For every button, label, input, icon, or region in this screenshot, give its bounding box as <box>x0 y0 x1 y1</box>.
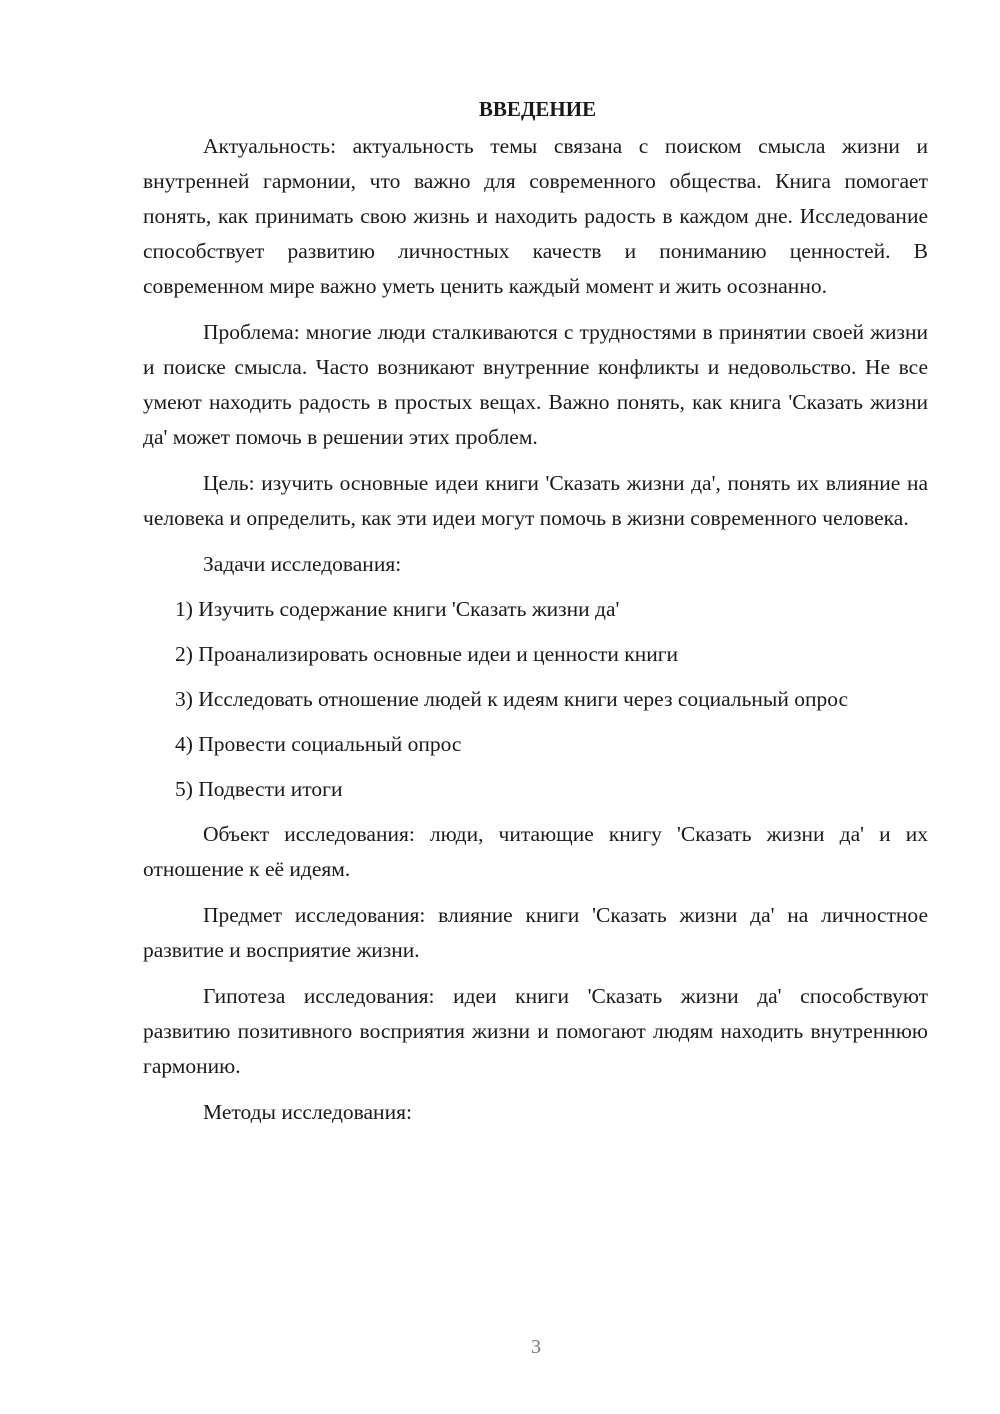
task-item: 5) Подвести итоги <box>175 777 343 801</box>
task-item: 1) Изучить содержание книги 'Сказать жизни да' <box>175 597 620 621</box>
relevance-paragraph: Актуальность: актуальность темы связана с поиском смысла жизни и внутренней гармонии, что важно для современного общества. Книга помогает понять, как принимать свою жизнь и находить радость в каждом дне. Исследование способствует развитию личностных качеств и пониманию ценностей. В современном мире важно уметь ценить каждый момент и жить осознанно. <box>143 134 928 298</box>
object-paragraph: Объект исследования: люди, читающие книгу 'Сказать жизни да' и их отношение к её идеям. <box>143 822 928 881</box>
methods-heading: Методы исследования: <box>203 1100 412 1124</box>
section-title: ВВЕДЕНИЕ <box>478 97 597 121</box>
page-number: 3 <box>531 1336 541 1358</box>
tasks-list <box>143 592 928 807</box>
task-item: 3) Исследовать отношение людей к идеям книги через социальный опрос <box>175 687 849 711</box>
task-item: 2) Проанализировать основные идеи и ценности книги <box>175 642 679 666</box>
tasks-heading: Задачи исследования: <box>203 552 402 576</box>
problem-paragraph: Проблема: многие люди сталкиваются с трудностями в принятии своей жизни и поиске смысла. Часто возникают внутренние конфликты и недовольство. Не все умеют находить радость в простых вещах. Важно понять, как книга 'Сказать жизни да' может помочь в решении этих проблем. <box>143 320 928 449</box>
page-content <box>143 92 928 1140</box>
subject-paragraph: Предмет исследования: влияние книги 'Сказать жизни да' на личностное развитие и восприятие жизни. <box>143 903 928 962</box>
hypothesis-paragraph: Гипотеза исследования: идеи книги 'Сказать жизни да' способствуют развитию позитивного восприятия жизни и помогают людям находить внутреннюю гармонию. <box>143 984 928 1078</box>
task-item: 4) Провести социальный опрос <box>175 732 462 756</box>
goal-paragraph: Цель: изучить основные идеи книги 'Сказать жизни да', понять их влияние на человека и определить, как эти идеи могут помочь в жизни современного человека. <box>143 471 928 530</box>
